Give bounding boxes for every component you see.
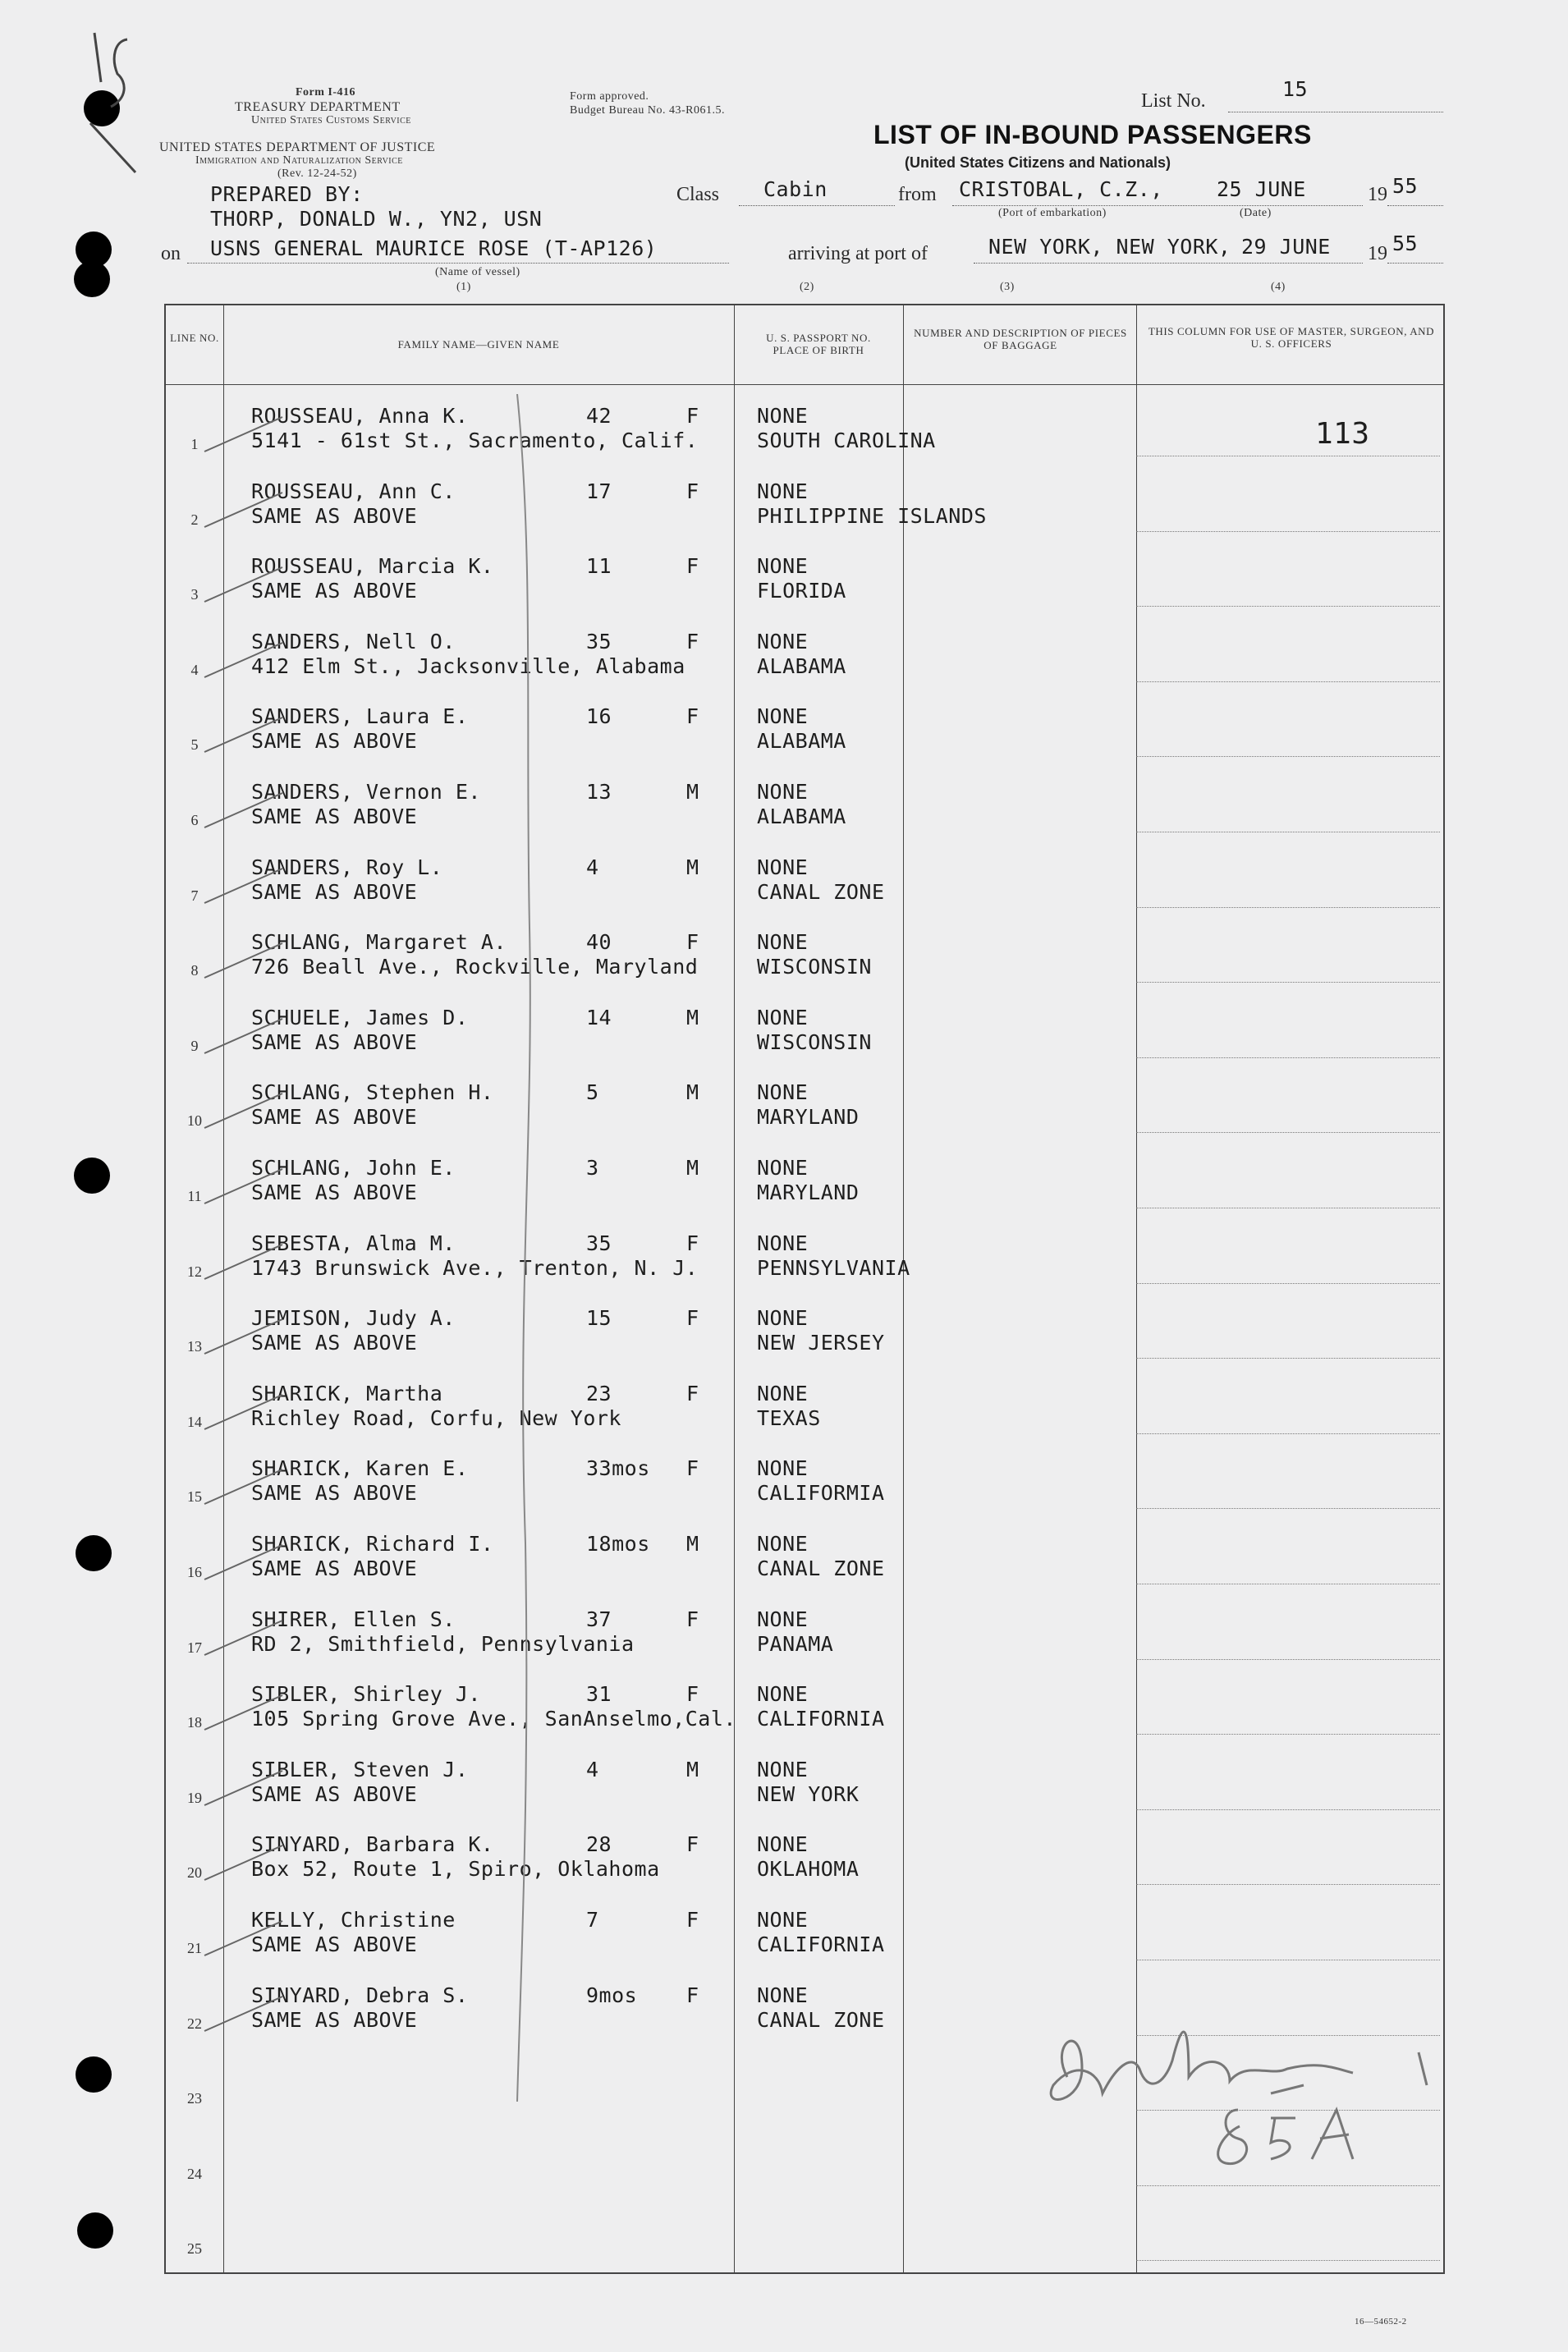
line-number: 12 [187, 1263, 202, 1280]
pencil-check-mark [200, 1914, 291, 1964]
passenger-address: SAME AS ABOVE [251, 1481, 418, 1506]
caption-2: (2) [800, 281, 814, 293]
table-row [166, 612, 1443, 687]
pencil-check-mark [200, 486, 291, 535]
caption-4: (4) [1271, 281, 1286, 293]
passenger-name: SHIRER, Ellen S. [251, 1607, 456, 1631]
pencil-check-mark [200, 1463, 291, 1512]
passenger-name: SCHLANG, John E. [251, 1156, 456, 1180]
prepared-by-label: PREPARED BY: [210, 182, 364, 206]
passenger-age: 40 [586, 930, 612, 955]
punch-hole [76, 2056, 112, 2093]
passenger-address: SAME AS ABOVE [251, 1105, 418, 1130]
pencil-check-mark [200, 937, 291, 986]
table-row [166, 1213, 1443, 1289]
line-number: 14 [187, 1413, 202, 1430]
vessel-caption: (Name of vessel) [435, 266, 520, 278]
passenger-name: SINYARD, Debra S. [251, 1983, 469, 2007]
list-no-label: List No. [1141, 90, 1206, 112]
passenger-age: 3 [586, 1156, 599, 1180]
line-number: 24 [187, 2165, 202, 2182]
line-number: 19 [187, 1789, 202, 1806]
passport-number: NONE [757, 930, 809, 955]
year-prefix: 19 [1368, 184, 1387, 205]
passenger-address: SAME AS ABOVE [251, 1557, 418, 1580]
line-number: 25 [187, 2240, 202, 2258]
passport-number: NONE [757, 1231, 809, 1255]
col-header-officers: THIS COLUMN FOR USE OF MASTER, SURGEON, AND U. S. OFFICERS [1148, 325, 1435, 350]
punch-hole [74, 1158, 110, 1194]
col-header-line-no: LINE NO. [170, 332, 219, 344]
table-row [166, 1890, 1443, 1965]
passenger-sex: F [686, 704, 699, 729]
passenger-age: 23 [586, 1381, 612, 1405]
place-of-birth: PHILIPPINE ISLANDS [757, 503, 987, 528]
passenger-address: 5141 - 61st St., Sacramento, Calif. [251, 429, 699, 452]
pencil-check-mark [200, 636, 291, 685]
place-of-birth: TEXAS [757, 1405, 821, 1430]
pencil-check-mark [200, 711, 291, 760]
line-number: 20 [187, 1864, 202, 1882]
passenger-age: 35 [586, 1231, 612, 1255]
passenger-sex: F [686, 1908, 699, 1932]
prepared-by-value: THORP, DONALD W., YN2, USN [210, 207, 543, 231]
passenger-address: 412 Elm St., Jacksonville, Alabama [251, 653, 685, 678]
page-title: LIST OF IN-BOUND PASSENGERS [873, 120, 1312, 149]
budget-bureau: Budget Bureau No. 43-R061.5. [570, 104, 725, 117]
passenger-name: SCHLANG, Stephen H. [251, 1080, 494, 1105]
list-no-value: 15 [1282, 77, 1309, 101]
passenger-age: 7 [586, 1908, 599, 1932]
line-number: 10 [187, 1112, 202, 1130]
passenger-address: SAME AS ABOVE [251, 729, 418, 754]
passenger-name: SCHLANG, Margaret A. [251, 930, 507, 955]
passenger-age: 31 [586, 1682, 612, 1707]
table-row [166, 1438, 1443, 1514]
passenger-name: ROUSSEAU, Ann C. [251, 479, 456, 503]
pencil-check-mark [200, 1614, 291, 1663]
passenger-sex: F [686, 479, 699, 503]
pencil-verification-stroke [484, 394, 558, 2102]
pencil-check-mark [200, 410, 291, 460]
passport-number: NONE [757, 1757, 809, 1781]
handwritten-signature [1025, 1995, 1468, 2192]
port-of-embarkation: CRISTOBAL, C.Z., [959, 177, 1163, 201]
place-of-birth: ALABAMA [757, 729, 846, 754]
pencil-check-mark [200, 1839, 291, 1888]
table-row [166, 536, 1443, 612]
passenger-address: SAME AS ABOVE [251, 2007, 418, 2032]
passenger-name: JEMISON, Judy A. [251, 1306, 456, 1331]
place-of-birth: CALIFORNIA [757, 1932, 885, 1956]
passenger-sex: M [686, 1757, 699, 1781]
table-row [166, 1138, 1443, 1213]
passenger-address: SAME AS ABOVE [251, 1181, 418, 1204]
line-number: 21 [187, 1940, 202, 1956]
arriving-label: arriving at port of [788, 243, 928, 264]
pencil-check-mark [200, 786, 291, 836]
passenger-sex: F [686, 1983, 699, 2007]
table-row [166, 988, 1443, 1063]
passenger-address: SAME AS ABOVE [251, 879, 418, 904]
passenger-age: 4 [586, 855, 599, 879]
place-of-birth: PENNSYLVANIA [757, 1255, 910, 1280]
place-of-birth: NEW YORK [757, 1781, 860, 1806]
pencil-check-mark [200, 1087, 291, 1136]
table-row [166, 1740, 1443, 1815]
passenger-age: 13 [586, 780, 612, 804]
officer-note: 113 [1315, 417, 1370, 451]
passenger-age: 17 [586, 479, 612, 503]
passenger-name: SINYARD, Barbara K. [251, 1832, 494, 1857]
passport-number: NONE [757, 704, 809, 729]
line-number: 13 [187, 1338, 202, 1355]
passport-number: NONE [757, 1983, 809, 2007]
passenger-age: 5 [586, 1080, 599, 1105]
passport-number: NONE [757, 629, 809, 653]
col-header-passport: U. S. PASSPORT NO. PLACE OF BIRTH [766, 332, 871, 356]
caption-3: (3) [1000, 281, 1015, 293]
passport-number: NONE [757, 1832, 809, 1857]
passport-number: NONE [757, 1607, 809, 1631]
passenger-age: 14 [586, 1005, 612, 1029]
form-revision: (Rev. 12-24-52) [277, 167, 357, 180]
immigration-service: Immigration and Naturalization Service [195, 154, 403, 167]
footer-code: 16—54652-2 [1355, 2317, 1407, 2327]
place-of-birth: FLORIDA [757, 579, 846, 603]
place-of-birth: WISCONSIN [757, 955, 872, 979]
passenger-sex: M [686, 1080, 699, 1105]
passenger-name: ROUSSEAU, Anna K. [251, 404, 469, 428]
passenger-address: SAME AS ABOVE [251, 1781, 418, 1806]
table-row [166, 1364, 1443, 1439]
place-of-birth: PANAMA [757, 1631, 834, 1656]
passenger-address: Richley Road, Corfu, New York [251, 1405, 621, 1430]
place-of-birth: ALABAMA [757, 653, 846, 678]
line-number: 5 [190, 736, 199, 754]
passenger-age: 37 [586, 1607, 612, 1631]
passenger-name: SANDERS, Laura E. [251, 704, 469, 729]
passenger-age: 4 [586, 1757, 599, 1781]
passenger-address: RD 2, Smithfield, Pennsylvania [251, 1631, 635, 1656]
table-row [166, 1814, 1443, 1890]
punch-hole [74, 261, 110, 297]
passenger-address: SAME AS ABOVE [251, 1331, 418, 1355]
pencil-check-mark [200, 1238, 291, 1287]
line-number: 6 [190, 812, 199, 828]
form-number: Form I-416 [296, 86, 356, 99]
table-row [166, 1288, 1443, 1364]
pencil-check-mark [200, 1764, 291, 1813]
passport-number: NONE [757, 780, 809, 804]
col-header-name: FAMILY NAME—GIVEN NAME [397, 338, 560, 351]
passenger-age: 42 [586, 404, 612, 428]
embarkation-date: 25 JUNE [1217, 177, 1306, 201]
passenger-sex: F [686, 1306, 699, 1331]
table-row [166, 762, 1443, 837]
passenger-name: KELLY, Christine [251, 1908, 456, 1932]
passenger-age: 16 [586, 704, 612, 729]
pencil-check-mark [200, 862, 291, 911]
passenger-age: 28 [586, 1832, 612, 1857]
passport-number: NONE [757, 1080, 809, 1105]
passenger-name: SANDERS, Vernon E. [251, 780, 481, 804]
line-number: 8 [190, 962, 199, 979]
passport-number: NONE [757, 1908, 809, 1932]
passport-number: NONE [757, 1456, 809, 1481]
arrival-date: 29 JUNE [1241, 235, 1331, 259]
table-row [166, 912, 1443, 988]
place-of-birth: CANAL ZONE [757, 2007, 885, 2032]
table-row [166, 386, 1443, 461]
line-number: 9 [190, 1037, 199, 1054]
passenger-address: Box 52, Route 1, Spiro, Oklahoma [251, 1857, 660, 1882]
passenger-age: 11 [586, 554, 612, 579]
passenger-sex: M [686, 780, 699, 804]
passenger-address: SAME AS ABOVE [251, 503, 418, 528]
passenger-age: 33mos [586, 1456, 650, 1481]
passport-number: NONE [757, 1005, 809, 1029]
passenger-name: SANDERS, Roy L. [251, 855, 443, 879]
table-row [166, 686, 1443, 762]
arrival-year: 55 [1392, 232, 1419, 255]
place-of-birth: CANAL ZONE [757, 879, 885, 904]
passenger-sex: M [686, 855, 699, 879]
pencil-check-mark [200, 1162, 291, 1212]
passenger-sex: M [686, 1532, 699, 1556]
table-row [166, 837, 1443, 913]
passenger-name: SHARICK, Karen E. [251, 1456, 469, 1481]
passport-number: NONE [757, 1532, 809, 1556]
passenger-sex: F [686, 1607, 699, 1631]
pencil-check-mark [200, 1012, 291, 1061]
passenger-sex: F [686, 1456, 699, 1481]
year-prefix-2: 19 [1368, 243, 1387, 264]
passenger-sex: F [686, 930, 699, 955]
passenger-sex: F [686, 1381, 699, 1405]
passport-number: NONE [757, 554, 809, 579]
line-number: 7 [190, 887, 199, 904]
passenger-name: SHARICK, Martha [251, 1381, 443, 1405]
passenger-address: SAME AS ABOVE [251, 1932, 418, 1956]
vessel-name: USNS GENERAL MAURICE ROSE (T-AP126) [210, 236, 658, 260]
customs-service: United States Customs Service [251, 114, 411, 126]
passport-number: NONE [757, 479, 809, 503]
line-number: 1 [190, 436, 199, 452]
passport-number: NONE [757, 1381, 809, 1405]
line-number: 23 [187, 2090, 202, 2107]
class-value: Cabin [763, 177, 828, 201]
passenger-address: 726 Beall Ave., Rockville, Maryland [251, 955, 699, 979]
table-row [166, 1589, 1443, 1665]
passenger-name: SCHUELE, James D. [251, 1005, 469, 1029]
line-number: 15 [187, 1488, 202, 1506]
place-of-birth: ALABAMA [757, 805, 846, 828]
passport-number: NONE [757, 1156, 809, 1180]
punch-hole [76, 1535, 112, 1571]
department-of-justice: UNITED STATES DEPARTMENT OF JUSTICE [159, 140, 436, 154]
passenger-age: 35 [586, 629, 612, 653]
form-approved: Form approved. [570, 90, 649, 103]
place-of-birth: MARYLAND [757, 1181, 860, 1204]
on-label: on [161, 243, 181, 264]
passport-number: NONE [757, 404, 809, 428]
corner-handwritten-mark [78, 25, 144, 181]
treasury-department: TREASURY DEPARTMENT [235, 100, 401, 114]
table-row [166, 1514, 1443, 1589]
table-row [166, 461, 1443, 537]
passenger-name: SEBESTA, Alma M. [251, 1231, 456, 1255]
passenger-sex: F [686, 404, 699, 428]
passport-number: NONE [757, 1682, 809, 1707]
place-of-birth: NEW JERSEY [757, 1331, 885, 1355]
line-number: 22 [187, 2015, 202, 2032]
passenger-name: SANDERS, Nell O. [251, 629, 456, 653]
place-of-birth: SOUTH CAROLINA [757, 429, 936, 452]
pencil-check-mark [200, 1990, 291, 2039]
pencil-check-mark [200, 1388, 291, 1437]
caption-1: (1) [456, 281, 471, 293]
passenger-sex: M [686, 1156, 699, 1180]
line-number: 3 [190, 586, 199, 603]
place-of-birth: OKLAHOMA [757, 1857, 860, 1882]
place-of-birth: WISCONSIN [757, 1029, 872, 1054]
passenger-address: SAME AS ABOVE [251, 1029, 418, 1054]
pencil-check-mark [200, 1538, 291, 1588]
table-row [166, 1062, 1443, 1138]
line-number: 16 [187, 1564, 202, 1580]
date-caption: (Date) [1240, 207, 1272, 219]
passenger-address: 105 Spring Grove Ave., SanAnselmo,Cal. [251, 1707, 736, 1731]
passenger-age: 18mos [586, 1532, 650, 1556]
punch-hole [77, 2212, 113, 2249]
passenger-table [164, 304, 1445, 2274]
passenger-sex: F [686, 1682, 699, 1707]
pencil-check-mark [200, 561, 291, 610]
passenger-age: 9mos [586, 1983, 638, 2007]
passenger-sex: F [686, 1832, 699, 1857]
pencil-check-mark [200, 1313, 291, 1362]
passenger-address: 1743 Brunswick Ave., Trenton, N. J. [251, 1255, 699, 1280]
place-of-birth: CALIFORMIA [757, 1481, 885, 1506]
place-of-birth: MARYLAND [757, 1105, 860, 1130]
passenger-name: ROUSSEAU, Marcia K. [251, 554, 494, 579]
class-label: Class [676, 184, 720, 205]
passenger-sex: F [686, 1231, 699, 1255]
line-number: 17 [187, 1639, 202, 1656]
port-embark-caption: (Port of embarkation) [998, 207, 1107, 219]
arrival-port: NEW YORK, NEW YORK, [988, 235, 1231, 259]
table-row [166, 1664, 1443, 1740]
passenger-name: SIBLER, Shirley J. [251, 1682, 481, 1707]
place-of-birth: CALIFORNIA [757, 1707, 885, 1731]
line-number: 2 [190, 511, 199, 528]
place-of-birth: CANAL ZONE [757, 1557, 885, 1580]
from-label: from [898, 184, 937, 205]
embarkation-year: 55 [1392, 174, 1419, 198]
passport-number: NONE [757, 855, 809, 879]
line-number: 4 [190, 661, 199, 678]
col-header-baggage: NUMBER AND DESCRIPTION OF PIECES OF BAGGAGE [914, 327, 1127, 351]
passenger-sex: F [686, 629, 699, 653]
table-row [166, 2190, 1443, 2266]
line-number: 11 [187, 1188, 202, 1204]
passenger-age: 15 [586, 1306, 612, 1331]
line-number: 18 [187, 1714, 202, 1731]
passenger-sex: M [686, 1005, 699, 1029]
passenger-sex: F [686, 554, 699, 579]
page-subtitle: (United States Citizens and Nationals) [905, 154, 1171, 171]
passenger-name: SHARICK, Richard I. [251, 1532, 494, 1556]
passenger-address: SAME AS ABOVE [251, 805, 418, 828]
passport-number: NONE [757, 1306, 809, 1331]
passenger-name: SIBLER, Steven J. [251, 1757, 469, 1781]
pencil-check-mark [200, 1689, 291, 1738]
passenger-address: SAME AS ABOVE [251, 579, 418, 603]
